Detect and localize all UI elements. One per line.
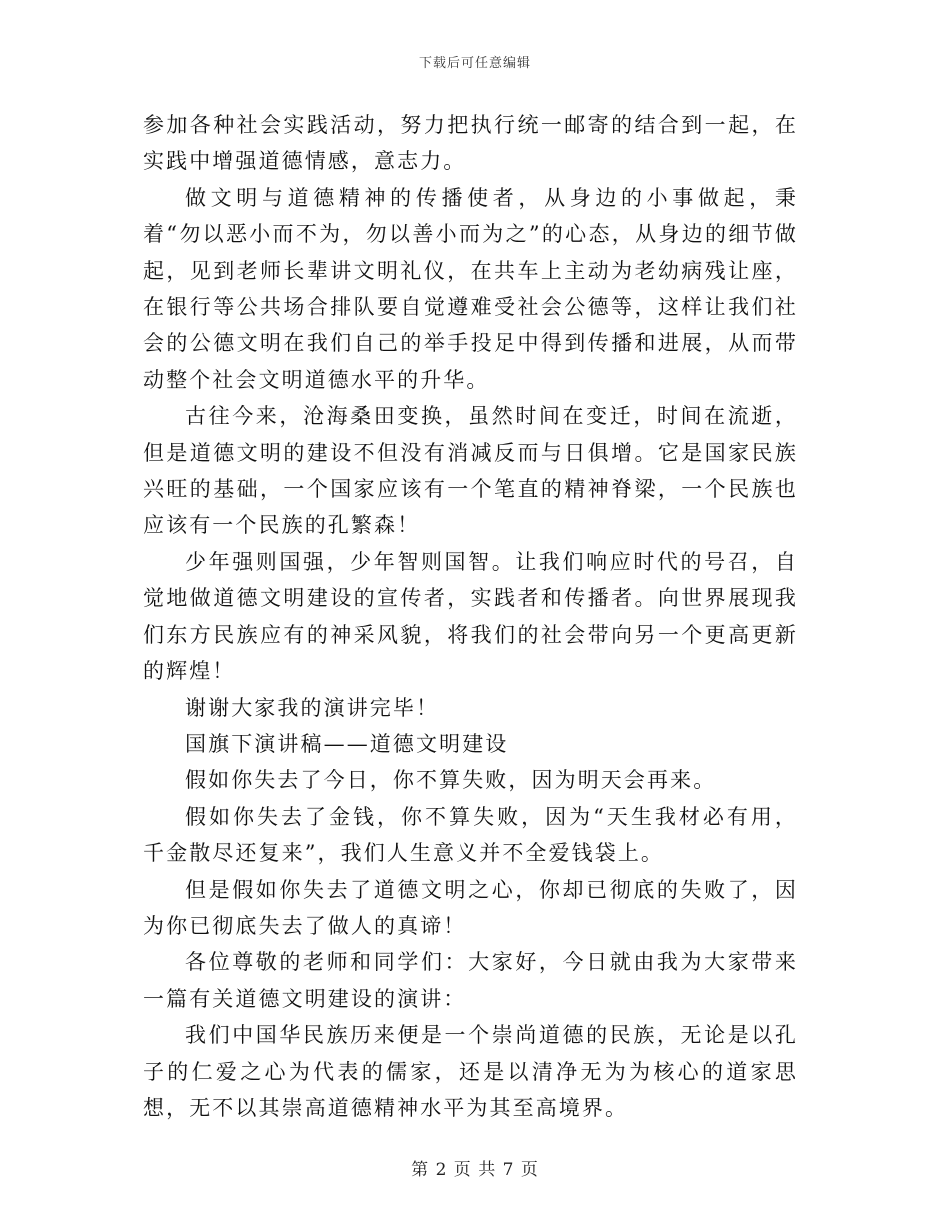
paragraph: 我们中国华民族历来便是一个崇尚道德的民族，无论是以孔子的仁爱之心为代表的儒家，还是以清净无为为核心的道家思想，无不以其崇高道德精神水平为其至高境界。 [143, 1023, 798, 1120]
paragraph: 谢谢大家我的演讲完毕！ [185, 695, 440, 720]
paragraph: 但是假如你失去了道德文明之心，你却已彻底的失败了，因为你已彻底失去了做人的真谛！ [143, 877, 798, 938]
paragraph: 假如你失去了今日，你不算失败，因为明天会再来。 [185, 768, 717, 793]
paragraph: 各位尊敬的老师和同学们：大家好，今日就由我为大家带来一篇有关道德文明建设的演讲： [143, 950, 798, 1011]
header-note: 下载后可任意编辑 [418, 56, 531, 71]
section-title: 国旗下演讲稿——道德文明建设 [185, 731, 509, 756]
paragraph: 假如你失去了金钱，你不算失败，因为“天生我材必有用，千金散尽还复来”，我们人生意义并不全爱钱袋上。 [143, 804, 798, 866]
paragraph: 少年强则国强，少年智则国智。让我们响应时代的号召，自觉地做道德文明建设的宣传者，实践者和传播者。向世界展现我们东方民族应有的神采风貌，将我们的社会带向另一个更高更新的辉煌！ [143, 549, 798, 684]
document-body [143, 107, 798, 1126]
paragraph: 做文明与道德精神的传播使者，从身边的小事做起，秉着“勿以恶小而不为，勿以善小而为之”的心态，从身边的细节做起，见到老师长辈讲文明礼仪，在共车上主动为老幼病残让座，在银行等公共场合排队要自觉遵难受社会公德等，这样让我们社会的公德文明在我们自己的举手投足中得到传播和进展，从而带动整个社会文明道德水平的升华。 [143, 185, 798, 392]
page-number: 第 2 页 共 7 页 [411, 1160, 539, 1180]
paragraph: 参加各种社会实践活动，努力把执行统一邮寄的结合到一起，在实践中增强道德情感，意志力。 [143, 113, 798, 174]
paragraph: 古往今来，沧海桑田变换，虽然时间在变迁，时间在流逝，但是道德文明的建设不但没有消减反而与日俱增。它是国家民族兴旺的基础，一个国家应该有一个笔直的精神脊梁，一个民族也应该有一个民族的孔繁森！ [143, 404, 798, 538]
